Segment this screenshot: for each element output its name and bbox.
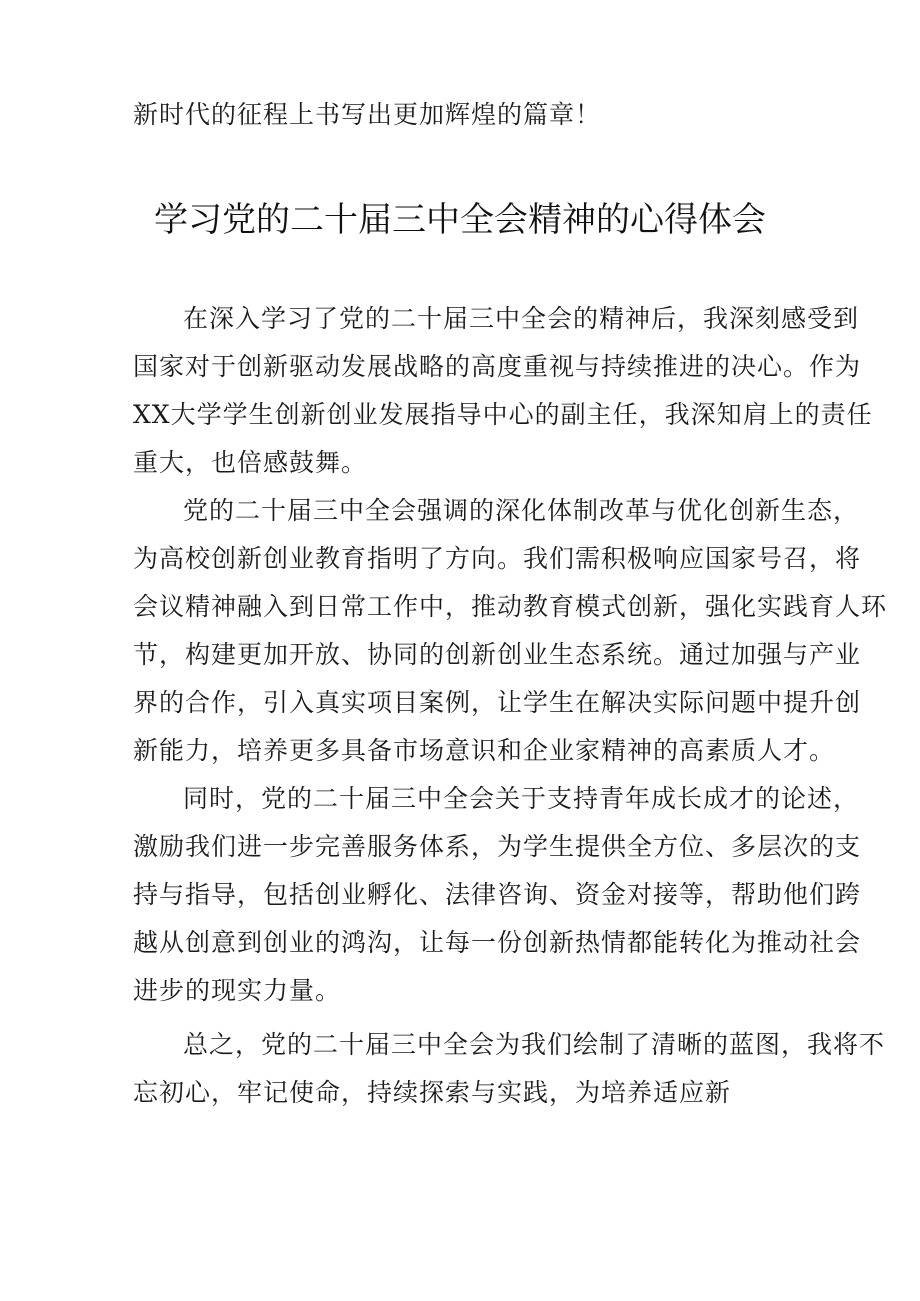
paragraph-3-line-1: 同时，党的二十届三中全会关于支持青年成长成才的论述， xyxy=(183,784,860,813)
paragraph-2-line-3: 会议精神融入到日常工作中，推动教育模式创新，强化实践育人环 xyxy=(133,592,888,621)
paragraph-2-line-2: 为高校创新创业教育指明了方向。我们需积极响应国家号召，将 xyxy=(133,544,862,573)
paragraph-3-line-5: 进步的现实力量。 xyxy=(133,976,342,1005)
paragraph-1-line-3: XX大学学生创新创业发展指导中心的副主任，我深知肩上的责任 xyxy=(133,400,873,429)
paragraph-2-line-4: 节，构建更加开放、协同的创新创业生态系统。通过加强与产业 xyxy=(133,640,862,669)
document-title: 学习党的二十届三中全会精神的心得体会 xyxy=(154,200,766,240)
paragraph-2-line-5: 界的合作，引入真实项目案例，让学生在解决实际问题中提升创 xyxy=(133,688,862,717)
paragraph-2-line-1: 党的二十届三中全会强调的深化体制改革与优化创新生态， xyxy=(183,496,860,525)
paragraph-4-line-1: 总之，党的二十届三中全会为我们绘制了清晰的蓝图，我将不 xyxy=(183,1030,886,1059)
paragraph-1-line-2: 国家对于创新驱动发展战略的高度重视与持续推进的决心。作为 xyxy=(133,352,862,381)
paragraph-3-line-3: 持与指导，包括创业孵化、法律咨询、资金对接等，帮助他们跨 xyxy=(133,880,862,909)
paragraph-4-line-2: 忘初心，牢记使命，持续探索与实践，为培养适应新 xyxy=(133,1078,732,1107)
paragraph-2-line-6: 新能力，培养更多具备市场意识和企业家精神的高素质人才。 xyxy=(133,736,836,765)
lead-line: 新时代的征程上书写出更加辉煌的篇章！ xyxy=(133,100,602,129)
paragraph-3-line-4: 越从创意到创业的鸿沟，让每一份创新热情都能转化为推动社会 xyxy=(133,928,862,957)
paragraph-3-line-2: 激励我们进一步完善服务体系，为学生提供全方位、多层次的支 xyxy=(133,832,862,861)
paragraph-1-line-4: 重大，也倍感鼓舞。 xyxy=(133,448,368,477)
paragraph-1-line-1: 在深入学习了党的二十届三中全会的精神后，我深刻感受到 xyxy=(183,304,860,333)
